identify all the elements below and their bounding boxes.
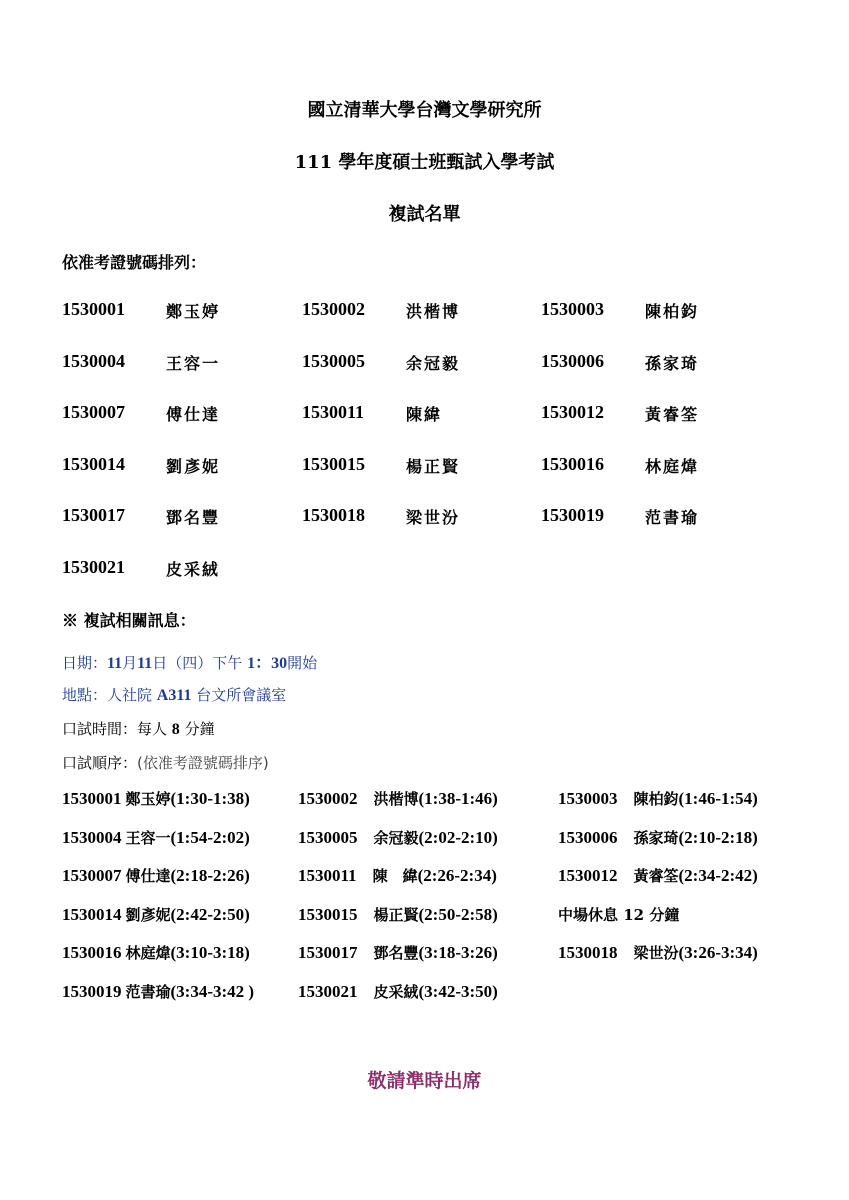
slot-time: (1:54-2:02) [170, 827, 250, 847]
slot-name: 陳柏鈞 [633, 790, 679, 808]
candidate-name: 楊正賢 [406, 456, 461, 476]
slot-time: (3:34-3:42 ) [170, 981, 255, 1001]
exam-date [62, 650, 317, 673]
schedule-row [62, 942, 822, 981]
schedule-row [62, 865, 822, 904]
slot-time: (3:26-3:34) [678, 943, 758, 962]
slot-time: (1:46-1:54) [678, 789, 758, 808]
schedule-slot [62, 788, 250, 809]
slot-name: 林庭煒 [125, 944, 171, 962]
duration-minutes: 8 [171, 721, 180, 738]
slot-id: 1530011 [298, 866, 357, 885]
slot-id: 1530019 [62, 981, 122, 1001]
candidate-name: 鄭玉婷 [166, 302, 221, 321]
candidate-row [62, 402, 822, 454]
schedule-slot [62, 827, 250, 848]
candidate-name: 陳柏鈞 [645, 302, 700, 321]
slot-time: (2:18-2:26) [170, 866, 250, 885]
schedule-row [62, 904, 822, 943]
interview-duration [62, 718, 215, 739]
slot-time: (2:10-2:18) [678, 827, 758, 847]
schedule-slot [62, 942, 250, 963]
break-notice: 中場休息 12 分鐘 [558, 905, 680, 924]
place-room: A311 [156, 687, 192, 704]
slot-name: 梁世汾 [633, 944, 679, 962]
schedule-slot [298, 865, 497, 886]
place-label: 地點：人社院 [62, 686, 153, 704]
date-time: 1：30 [247, 655, 288, 672]
slot-name: 劉彥妮 [125, 905, 171, 924]
closing-note: 敬請準時出席 [367, 1070, 482, 1092]
slot-time: (2:42-2:50) [170, 904, 250, 924]
candidate-id: 1530011 [302, 402, 365, 423]
slot-name: 鄧名豐 [373, 944, 419, 962]
candidate-name: 梁世汾 [406, 508, 461, 528]
slot-name: 王容一 [125, 828, 171, 847]
candidate-id: 1530007 [62, 402, 125, 423]
order-note: (依准考證號碼排序) [137, 754, 269, 772]
slot-time: (2:02-2:10) [418, 827, 498, 847]
candidate-id: 1530019 [541, 505, 604, 526]
date-month-unit: 月 [122, 654, 138, 672]
sort-label: 依准考證號碼排列： [62, 253, 207, 272]
slot-name: 傅仕達 [125, 867, 171, 885]
candidate-name: 皮采絨 [166, 559, 221, 579]
institution-title: 國立清華大學台灣文學研究所 [307, 100, 542, 121]
slot-name: 余冠毅 [373, 828, 419, 847]
slot-id: 1530021 [298, 981, 358, 1001]
interview-schedule [62, 788, 822, 1019]
schedule-slot [62, 981, 254, 1002]
date-rest: 日（四）下午 [152, 654, 243, 672]
slot-id: 1530001 [62, 789, 122, 808]
candidate-name: 余冠毅 [406, 353, 461, 373]
candidate-name: 孫家琦 [645, 353, 700, 373]
schedule-slot [298, 904, 498, 925]
candidate-id: 1530003 [541, 299, 604, 319]
slot-name: 楊正賢 [373, 905, 419, 924]
slot-name: 皮采絨 [373, 982, 419, 1001]
candidate-list [62, 299, 822, 609]
slot-id: 1530007 [62, 866, 122, 885]
slot-time: (2:34-2:42) [678, 866, 758, 885]
candidate-name: 鄧名豐 [166, 508, 221, 528]
slot-time: (3:18-3:26) [418, 943, 498, 962]
candidate-id: 1530001 [62, 299, 125, 319]
exam-place [62, 684, 286, 705]
schedule-slot [558, 942, 758, 963]
slot-id: 1530014 [62, 904, 122, 924]
slot-id: 1530018 [558, 943, 618, 962]
candidate-id: 1530018 [302, 505, 365, 526]
slot-name: 孫家琦 [633, 828, 679, 847]
date-label: 日期： [62, 654, 108, 672]
slot-time: (3:10-3:18) [170, 943, 250, 962]
slot-id: 1530002 [298, 789, 358, 808]
candidate-id: 1530006 [541, 350, 604, 371]
candidate-id: 1530004 [62, 350, 125, 371]
slot-time: (1:30-1:38) [170, 789, 250, 808]
schedule-slot [558, 788, 758, 809]
duration-label: 口試時間：每人 [62, 720, 168, 738]
candidate-row [62, 557, 822, 609]
slot-name: 鄭玉婷 [125, 790, 171, 808]
candidate-id: 1530005 [302, 350, 365, 371]
schedule-row [62, 788, 822, 827]
candidate-row [62, 454, 822, 506]
candidate-name: 陳緯 [406, 405, 443, 425]
candidate-name: 黃睿筌 [645, 405, 700, 425]
candidate-id: 1530014 [62, 453, 125, 474]
slot-name: 洪楷博 [373, 790, 419, 808]
candidate-name: 范書瑜 [645, 508, 700, 528]
info-heading: ※ 複試相關訊息： [62, 611, 196, 630]
schedule-slot [62, 865, 250, 886]
place-rest: 台文所會議室 [196, 686, 287, 704]
schedule-slot [62, 904, 250, 925]
candidate-id: 1530017 [62, 505, 125, 526]
slot-name: 范書瑜 [125, 982, 171, 1001]
exam-title: 111 學年度碩士班甄試入學考試 [294, 152, 555, 173]
candidate-row [62, 505, 822, 557]
candidate-row [62, 351, 822, 403]
schedule-row [62, 827, 822, 866]
schedule-slot [558, 827, 758, 848]
slot-id: 1530017 [298, 943, 358, 962]
slot-id: 1530006 [558, 827, 618, 847]
schedule-slot [298, 827, 498, 848]
slot-id: 1530016 [62, 943, 122, 962]
schedule-slot [298, 788, 498, 809]
slot-time: (2:26-2:34) [417, 866, 497, 885]
candidate-id: 1530021 [62, 556, 125, 577]
candidate-id: 1530015 [302, 453, 365, 474]
schedule-slot [298, 942, 498, 963]
date-day: 11 [137, 655, 153, 672]
candidate-id: 1530012 [541, 402, 604, 423]
slot-id: 1530005 [298, 827, 358, 847]
slot-id: 1530003 [558, 789, 618, 808]
candidate-name: 洪楷博 [406, 302, 461, 321]
candidate-row [62, 299, 822, 351]
slot-id: 1530012 [558, 866, 618, 885]
duration-unit: 分鐘 [184, 720, 215, 738]
schedule-slot [558, 865, 758, 886]
candidate-name: 傅仕達 [166, 405, 221, 425]
candidate-name: 林庭煒 [645, 456, 700, 476]
slot-time: (2:50-2:58) [418, 904, 498, 924]
candidate-id: 1530002 [302, 299, 365, 319]
date-month: 11 [107, 655, 123, 672]
list-title: 複試名單 [388, 204, 461, 225]
order-label: 口試順序： [62, 754, 138, 772]
slot-id: 1530004 [62, 827, 122, 847]
interview-order [62, 752, 269, 773]
candidate-name: 王容一 [166, 353, 221, 373]
slot-id: 1530015 [298, 904, 358, 924]
candidate-id: 1530016 [541, 453, 604, 474]
schedule-row [62, 981, 822, 1020]
slot-name: 黃睿筌 [633, 867, 679, 885]
slot-time: (1:38-1:46) [418, 789, 498, 808]
candidate-name: 劉彥妮 [166, 456, 221, 476]
slot-name: 陳 緯 [372, 867, 418, 885]
date-suffix: 開始 [287, 654, 318, 672]
schedule-slot [298, 981, 498, 1002]
slot-time: (3:42-3:50) [418, 981, 498, 1001]
